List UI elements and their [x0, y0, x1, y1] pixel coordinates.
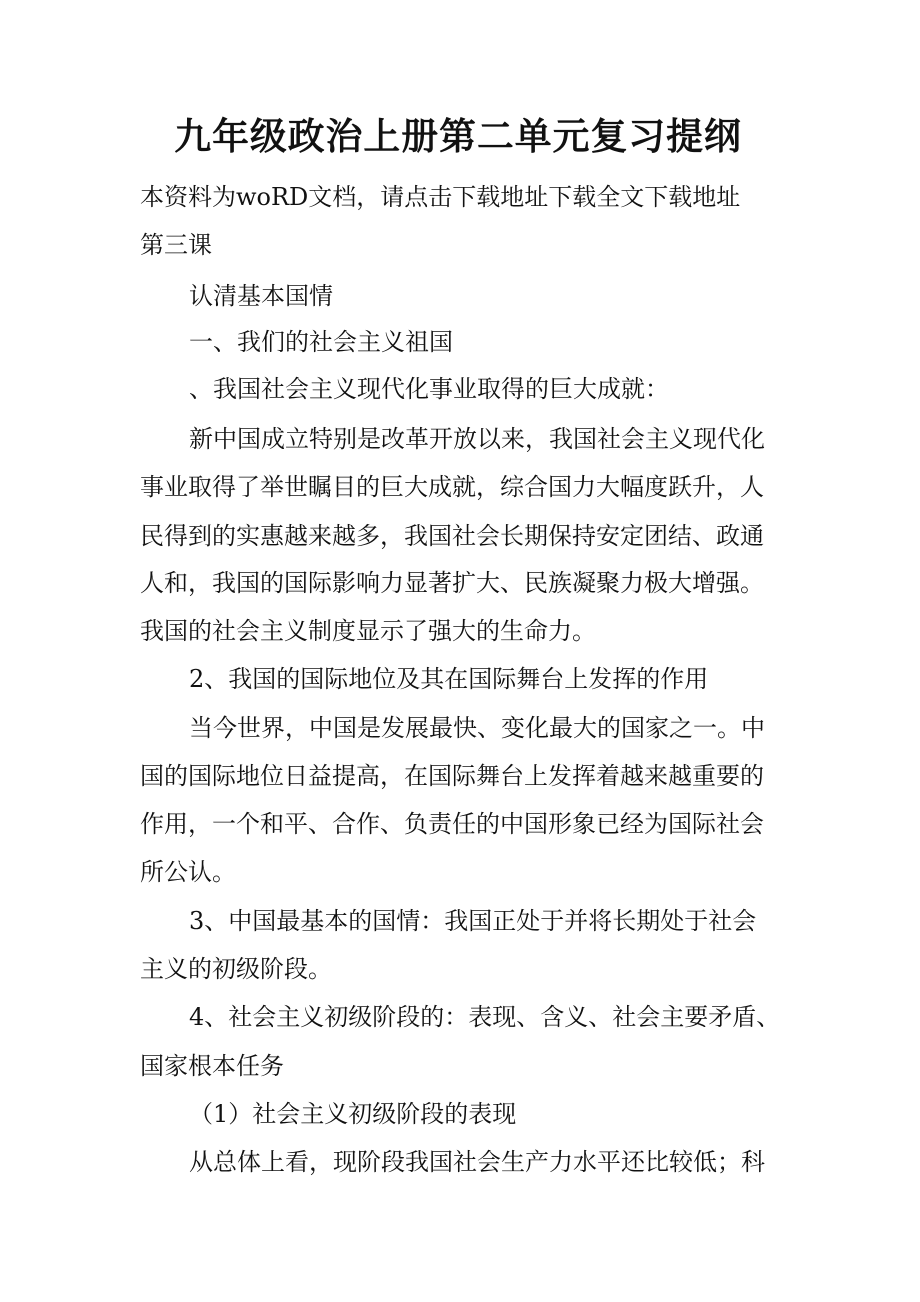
text-line: 主义的初级阶段。 [140, 955, 332, 983]
text-line: 作用，一个和平、合作、负责任的中国形象已经为国际社会 [140, 810, 764, 838]
text-line: 从总体上看，现阶段我国社会生产力水平还比较低；科 [189, 1148, 765, 1176]
text-line-lesson-heading: 第三课 [140, 231, 212, 259]
text-line: 国的国际地位日益提高，在国际舞台上发挥着越来越重要的 [140, 762, 764, 790]
text-line-point-3: 3、中国最基本的国情：我国正处于并将长期处于社会 [189, 907, 757, 935]
text-line-download-notice: 本资料为woRD文档，请点击下载地址下载全文下载地址 [140, 183, 741, 211]
text-line: 当今世界，中国是发展最快、变化最大的国家之一。中 [189, 714, 765, 742]
text-line: 事业取得了举世瞩目的巨大成就，综合国力大幅度跃升，人 [140, 473, 764, 501]
text-line: 所公认。 [140, 858, 236, 886]
text-line: 新中国成立特别是改革开放以来，我国社会主义现代化 [189, 425, 765, 453]
text-line-subpoint-1: （1）社会主义初级阶段的表现 [189, 1100, 517, 1128]
text-line-point-4: 4、社会主义初级阶段的：表现、含义、社会主要矛盾、 [189, 1003, 781, 1031]
text-line-point-1: 、我国社会主义现代化事业取得的巨大成就： [189, 375, 669, 403]
text-line: 人和，我国的国际影响力显著扩大、民族凝聚力极大增强。 [140, 569, 764, 597]
text-line-point-2: 2、我国的国际地位及其在国际舞台上发挥的作用 [189, 665, 709, 693]
text-line: 国家根本任务 [140, 1052, 284, 1080]
text-line-lesson-title: 认清基本国情 [189, 282, 333, 310]
text-line: 我国的社会主义制度显示了强大的生命力。 [140, 617, 596, 645]
document-title: 九年级政治上册第二单元复习提纲 [174, 114, 742, 158]
text-line-section-1: 一、我们的社会主义祖国 [189, 328, 453, 356]
text-line: 民得到的实惠越来越多，我国社会长期保持安定团结、政通 [140, 522, 764, 550]
